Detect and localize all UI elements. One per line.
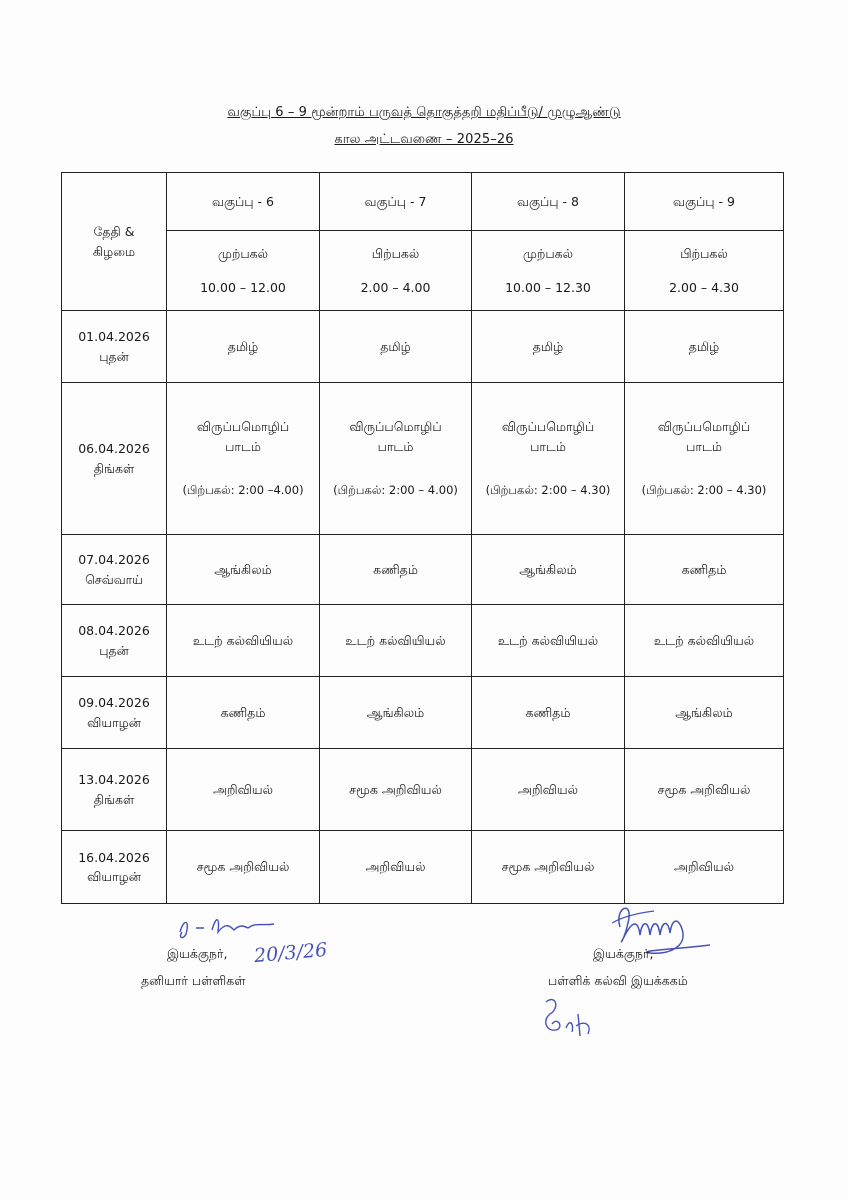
- row-day: புதன்: [99, 348, 129, 364]
- subject-cell: கணிதம்: [625, 535, 784, 605]
- row-date: 09.04.2026: [78, 695, 150, 711]
- session-class-9: [625, 231, 784, 311]
- session-label: பிற்பகல்: [680, 246, 728, 262]
- elective-line2: பாடம்: [377, 438, 414, 454]
- right-signatory-title: இயக்குநர்,: [593, 946, 654, 961]
- elective-line1: விருப்பமொழிப்: [657, 419, 751, 435]
- subject-cell: உடற் கல்வியியல்: [472, 605, 625, 677]
- row-date-cell: [62, 749, 167, 831]
- session-time: 2.00 – 4.30: [669, 279, 739, 295]
- session-class-8: [472, 231, 625, 311]
- row-date-cell: [62, 831, 167, 904]
- header-class-6: வகுப்பு - 6: [167, 173, 320, 231]
- initials-mark: [536, 994, 606, 1044]
- session-time: 10.00 – 12.00: [200, 279, 286, 295]
- row-date-cell: [62, 605, 167, 677]
- row-date-cell: [62, 383, 167, 535]
- row-date: 08.04.2026: [78, 623, 150, 639]
- session-label: முற்பகல்: [522, 246, 574, 262]
- row-date: 13.04.2026: [78, 772, 150, 788]
- table-row: [62, 535, 784, 605]
- left-signatory-department: தனியார் பள்ளிகள்: [141, 973, 246, 988]
- header-row-sessions: [62, 231, 784, 311]
- subject-cell: தமிழ்: [167, 311, 320, 383]
- table-row: [62, 383, 784, 535]
- elective-line1: விருப்பமொழிப்: [349, 419, 442, 435]
- left-signatory-title: இயக்குநர்,: [167, 946, 228, 961]
- header-row-classes: [62, 173, 784, 231]
- document-subtitle: கால அட்டவணை – 2025–26: [334, 132, 514, 147]
- left-signature: [170, 912, 290, 944]
- subject-cell: அறிவியல்: [167, 749, 320, 831]
- subject-cell: அறிவியல்: [472, 749, 625, 831]
- subject-cell: தமிழ்: [320, 311, 472, 383]
- table-row: [62, 749, 784, 831]
- header-class-7: வகுப்பு - 7: [320, 173, 472, 231]
- table-row: [62, 677, 784, 749]
- elective-line2: பாடம்: [530, 438, 566, 454]
- elective-time-note: (பிற்பகல்: 2:00 – 4.00): [333, 482, 458, 497]
- row-date: 06.04.2026: [78, 441, 150, 457]
- session-label: பிற்பகல்: [371, 246, 420, 262]
- subject-cell: ஆங்கிலம்: [167, 535, 320, 605]
- elective-line1: விருப்பமொழிப்: [501, 419, 595, 435]
- table-row: [62, 311, 784, 383]
- row-day: திங்கள்: [93, 791, 135, 807]
- table-row: [62, 605, 784, 677]
- elective-cell: [472, 383, 625, 535]
- row-date-cell: [62, 535, 167, 605]
- row-day: வியாழன்: [87, 714, 141, 730]
- elective-line1: விருப்பமொழிப்: [196, 419, 290, 435]
- session-time: 2.00 – 4.00: [360, 279, 431, 295]
- subject-cell: உடற் கல்வியியல்: [320, 605, 472, 677]
- subject-cell: சமூக அறிவியல்: [167, 831, 320, 904]
- header-day-label: கிழமை: [92, 243, 136, 259]
- subject-cell: தமிழ்: [472, 311, 625, 383]
- row-day: திங்கள்: [93, 460, 135, 476]
- header-class-8: வகுப்பு - 8: [472, 173, 625, 231]
- subject-cell: உடற் கல்வியியல்: [625, 605, 784, 677]
- right-signatory-department: பள்ளிக் கல்வி இயக்ககம்: [548, 973, 688, 988]
- row-date-cell: [62, 311, 167, 383]
- elective-time-note: (பிற்பகல்: 2:00 –4.00): [182, 482, 304, 497]
- session-time: 10.00 – 12.30: [505, 279, 591, 295]
- elective-line2: பாடம்: [686, 438, 722, 454]
- row-date: 16.04.2026: [78, 849, 150, 865]
- row-date-cell: [62, 677, 167, 749]
- exam-timetable: [61, 172, 784, 904]
- subject-cell: சமூக அறிவியல்: [625, 749, 784, 831]
- elective-cell: [167, 383, 320, 535]
- handwritten-date: 20/3/26: [253, 938, 329, 968]
- subject-cell: ஆங்கிலம்: [472, 535, 625, 605]
- subject-cell: சமூக அறிவியல்: [472, 831, 625, 904]
- header-date-label: தேதி &: [93, 224, 135, 240]
- elective-time-note: (பிற்பகல்: 2:00 – 4.30): [485, 482, 611, 497]
- elective-line2: பாடம்: [225, 438, 261, 454]
- elective-cell: [625, 383, 784, 535]
- elective-cell: [320, 383, 472, 535]
- subject-cell: கணிதம்: [472, 677, 625, 749]
- subject-cell: ஆங்கிலம்: [320, 677, 472, 749]
- row-date: 07.04.2026: [78, 552, 150, 568]
- row-day: செவ்வாய்: [85, 571, 143, 587]
- subject-cell: கணிதம்: [167, 677, 320, 749]
- table-row: [62, 831, 784, 904]
- elective-time-note: (பிற்பகல்: 2:00 – 4.30): [641, 482, 767, 497]
- row-date: 01.04.2026: [78, 329, 150, 345]
- subject-cell: தமிழ்: [625, 311, 784, 383]
- row-day: வியாழன்: [87, 869, 141, 884]
- document-title: வகுப்பு 6 – 9 மூன்றாம் பருவத் தொகுத்தறி மதிப்பீடு/ முழுஆண்டு: [227, 105, 621, 120]
- subject-cell: சமூக அறிவியல்: [320, 749, 472, 831]
- header-class-9: வகுப்பு - 9: [625, 173, 784, 231]
- session-label: முற்பகல்: [217, 246, 269, 262]
- session-class-6: [167, 231, 320, 311]
- row-day: புதன்: [99, 642, 129, 658]
- subject-cell: ஆங்கிலம்: [625, 677, 784, 749]
- subject-cell: அறிவியல்: [320, 831, 472, 904]
- header-date-day: [62, 173, 167, 311]
- session-class-7: [320, 231, 472, 311]
- subject-cell: அறிவியல்: [625, 831, 784, 904]
- subject-cell: உடற் கல்வியியல்: [167, 605, 320, 677]
- subject-cell: கணிதம்: [320, 535, 472, 605]
